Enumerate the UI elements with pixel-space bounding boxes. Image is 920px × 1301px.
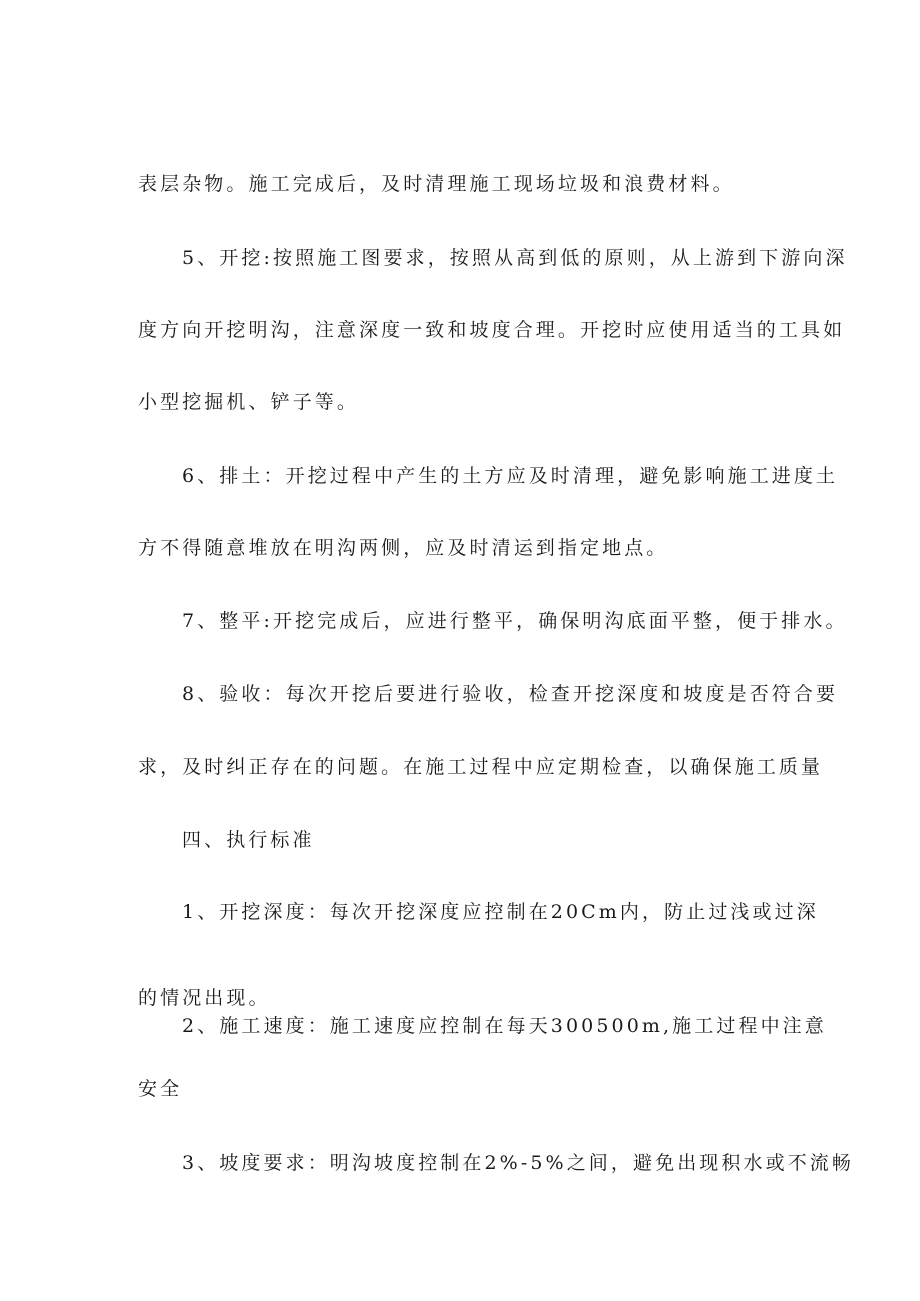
paragraph-line: 7、整平:开挖完成后，应进行整平，确保明沟底面平整，便于排水。 xyxy=(182,610,848,632)
paragraph-line: 表层杂物。施工完成后，及时清理施工现场垃圾和浪费材料。 xyxy=(138,173,735,195)
paragraph-line: 度方向开挖明沟，注意深度一致和坡度合理。开挖时应使用适当的工具如 xyxy=(138,319,846,341)
paragraph-line: 3、坡度要求：明沟坡度控制在2%-5%之间，避免出现积水或不流畅 xyxy=(182,1152,854,1174)
paragraph-line: 小型挖掘机、铲子等。 xyxy=(138,391,360,413)
paragraph-line: 安全 xyxy=(138,1078,183,1100)
paragraph-line: 5、开挖:按照施工图要求，按照从高到低的原则，从上游到下游向深 xyxy=(182,247,848,269)
section-heading: 四、执行标准 xyxy=(182,829,315,851)
paragraph-line: 的情况出现。 xyxy=(138,987,271,1009)
paragraph-line: 方不得随意堆放在明沟两侧，应及时清运到指定地点。 xyxy=(138,537,669,559)
paragraph-line: 求，及时纠正存在的问题。在施工过程中应定期检查，以确保施工质量 xyxy=(138,756,824,778)
paragraph-line: 6、排土：开挖过程中产生的土方应及时清理，避免影响施工进度土 xyxy=(182,465,839,487)
paragraph-line: 1、开挖深度：每次开挖深度应控制在20Cm内，防止过浅或过深 xyxy=(182,901,819,923)
paragraph-line: 8、验收：每次开挖后要进行验收，检查开挖深度和坡度是否符合要 xyxy=(182,683,839,705)
paragraph-line: 2、施工速度：施工速度应控制在每天300500m,施工过程中注意 xyxy=(182,1015,827,1037)
